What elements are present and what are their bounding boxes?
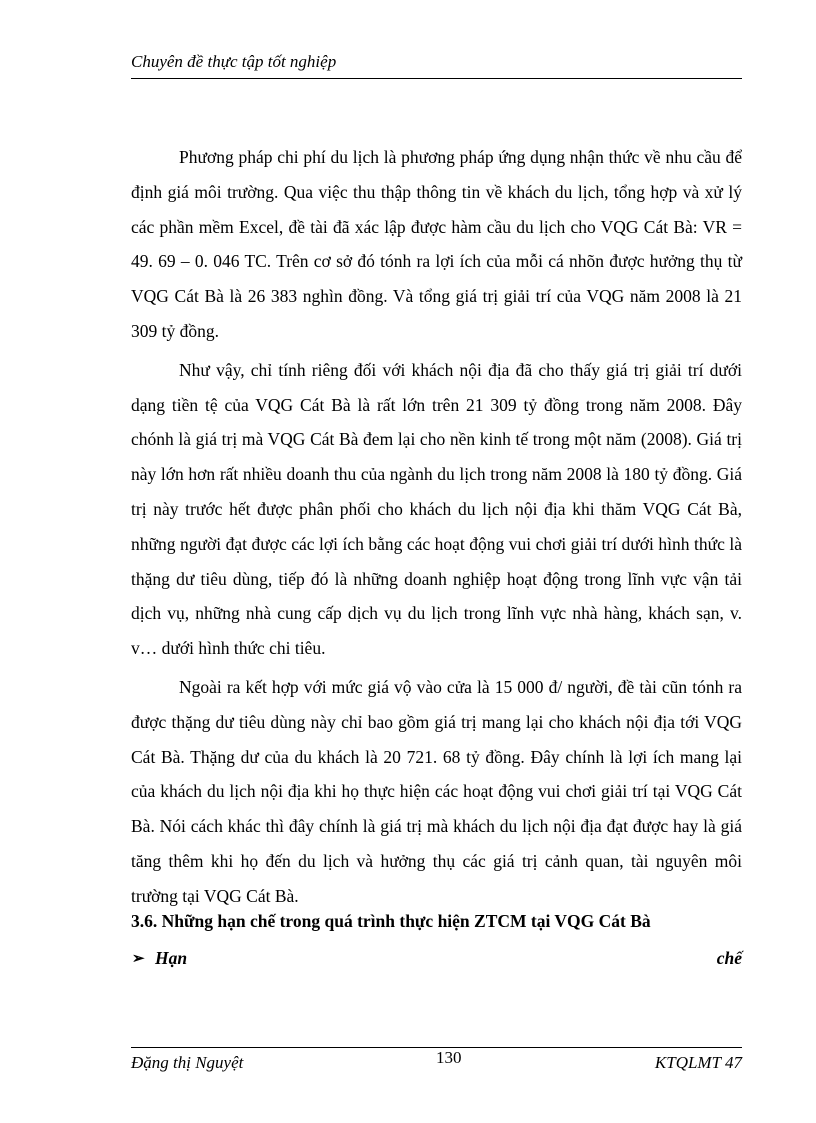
section-heading: 3.6. Những hạn chế trong quá trình thực hiện ZTCM tại VQG Cát Bà bbox=[131, 911, 651, 931]
bullet-item bbox=[131, 944, 742, 976]
page-footer bbox=[131, 1047, 742, 1080]
header-title: Chuyên đề thực tập tốt nghiệp bbox=[131, 52, 337, 71]
body-text bbox=[131, 140, 742, 918]
bullet-text-right: chế bbox=[716, 948, 742, 968]
bullet-text-left: Hạn bbox=[155, 948, 188, 968]
footer-author: Đặng thị Nguyệt bbox=[131, 1053, 244, 1072]
paragraph-2: Như vậy, chỉ tính riêng đối với khách nội địa đã cho thấy giá trị giải trí dưới dạng tiền tệ của VQG Cát Bà là rất lớn trên 21 309 tỷ đồng trong năm 2008. Đây chónh là giá trị mà VQG Cát Bà đem lại cho nền kinh tế trong một năm (2008). Giá trị này lớn hơn rất nhiều doanh thu của ngành du lịch trong năm 2008 là 180 tỷ đồng. Giá trị này trước hết được phân phối cho khách du lịch nội địa khi thăm VQG Cát Bà, những người đạt được các lợi ích bằng các hoạt động vui chơi giải trí dưới hình thức là thặng dư tiêu dùng, tiếp đó là những doanh nghiệp hoạt động trong lĩnh vực vận tải dịch vụ, những nhà cung cấp dịch vụ du lịch trong lĩnh vực nhà hàng, khách sạn, v. v… dưới hình thức chi tiêu. bbox=[131, 359, 742, 659]
arrow-bullet-icon: ➢ bbox=[132, 951, 145, 967]
paragraph-1: Phương pháp chi phí du lịch là phương pháp ứng dụng nhận thức về nhu cầu để định giá môi trường. Qua việc thu thập thông tin về khách du lịch, tổng hợp và xử lý các phần mềm Excel, đề tài đã xác lập được hàm cầu du lịch cho VQG Cát Bà: VR = 49. 69 – 0. 046 TC. Trên cơ sở đó tónh ra lợi ích của mỗi cá nhõn được hưởng thụ từ VQG Cát Bà là 26 383 nghìn đồng. Và tổng giá trị giải trí của VQG năm 2008 là 21 309 tỷ đồng. bbox=[131, 147, 742, 341]
footer-class-code: KTQLMT 47 bbox=[654, 1053, 742, 1072]
paragraph-3: Ngoài ra kết hợp với mức giá vộ vào cửa là 15 000 đ/ người, đề tài cũn tónh ra được thặng dư tiêu dùng này chỉ bao gồm giá trị mang lại cho khách nội địa tới VQG Cát Bà. Thặng dư của du khách là 20 721. 68 tỷ đồng. Đây chính là lợi ích mang lại của khách du lịch nội địa khi họ thực hiện các hoạt động vui chơi giải trí tại VQG Cát Bà. Nói cách khác thì đây chính là giá trị mà khách du lịch nội địa đạt được hay là giá tăng thêm khi họ đến du lịch và hưởng thụ các giá trị cảnh quan, tài nguyên môi trường tại VQG Cát Bà. bbox=[131, 676, 742, 906]
page-header bbox=[131, 52, 742, 79]
page-number: 130 bbox=[436, 1048, 462, 1067]
